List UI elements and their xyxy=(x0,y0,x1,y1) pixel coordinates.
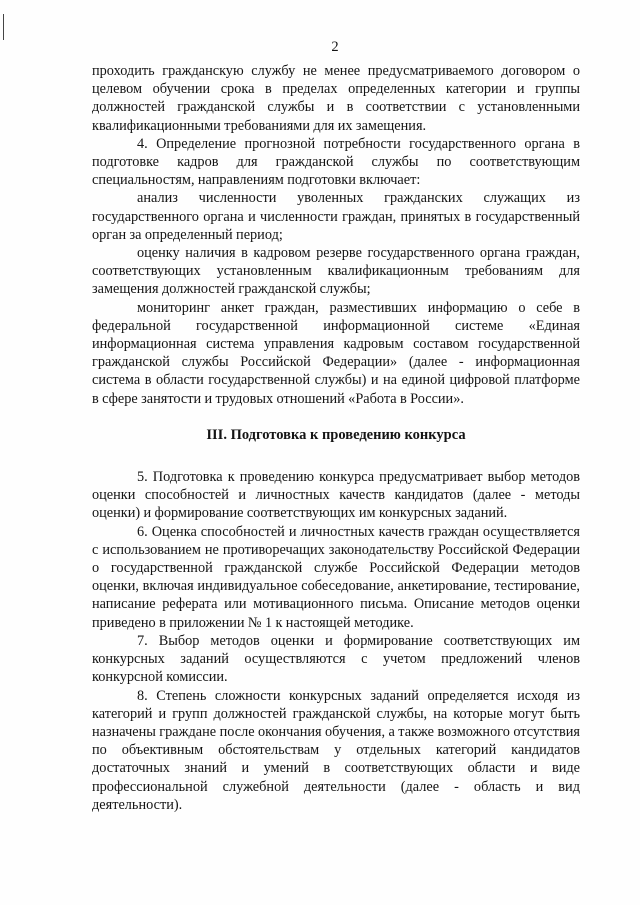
paragraph: 7. Выбор методов оценки и формирование соответствующих им конкурсных заданий осуществляются с учетом предложений членов конкурсной комиссии. xyxy=(92,632,580,686)
paragraph: мониторинг анкет граждан, разместивших информацию о себе в федеральной государственной информационной системе «Единая информационная система управления кадровым составом государственной гражданской службы Российской Федерации» (далее - информационная система в области государственной службы) и на единой цифровой платформе в сфере занятости и трудовых отношений «Работа в России». xyxy=(92,299,580,407)
paragraph: 4. Определение прогнозной потребности государственного органа в подготовке кадров для гражданской службы по соответствующим специальностям, направлениям подготовки включает: xyxy=(92,135,580,189)
paragraph: оценку наличия в кадровом резерве государственного органа граждан, соответствующих установленным квалификационным требованиям для замещения должностей гражданской службы; xyxy=(92,245,580,298)
paragraph: проходить гражданскую службу не менее предусматриваемого договором о целевом обучении срока в пределах определенных категории и группы должностей гражданской службы и в соответствии с установленными квалификационными требованиями для их замещения. xyxy=(92,63,580,134)
paragraphs-before-heading xyxy=(92,62,580,408)
paragraph: 8. Степень сложности конкурсных заданий определяется исходя из категорий и групп должностей гражданской службы, на которые могут быть назначены граждане после окончания обучения, а также возможного отсутствия по объективным обстоятельствам у отдельных категорий кандидатов достаточных знаний и умений в соответствующих области и виде профессиональной служебной деятельности (далее - область и вид деятельности). xyxy=(92,687,580,813)
page-number: 2 xyxy=(331,39,339,55)
paragraph: 5. Подготовка к проведению конкурса предусматривает выбор методов оценки способностей и личностных качеств кандидатов (далее - методы оценки) и формирование соответствующих им конкурсных заданий. xyxy=(92,469,580,522)
paragraph: 6. Оценка способностей и личностных качеств граждан осуществляется с использованием не противоречащих законодательству Российской Федерации о государственной гражданской службе Российской Федерации методов оценки, включая индивидуальное собеседование, анкетирование, тестирование, написание реферата или мотивационного письма. Описание методов оценки приведено в приложении № 1 к настоящей методике. xyxy=(92,523,580,631)
paragraphs-after-heading xyxy=(92,468,580,814)
scan-edge-line xyxy=(3,14,4,40)
document-body xyxy=(92,62,580,814)
section-heading: III. Подготовка к проведению конкурса xyxy=(206,426,466,443)
paragraph: анализ численности уволенных гражданских служащих из государственного органа и численности граждан, принятых в государственный орган за определенный период; xyxy=(92,190,580,243)
